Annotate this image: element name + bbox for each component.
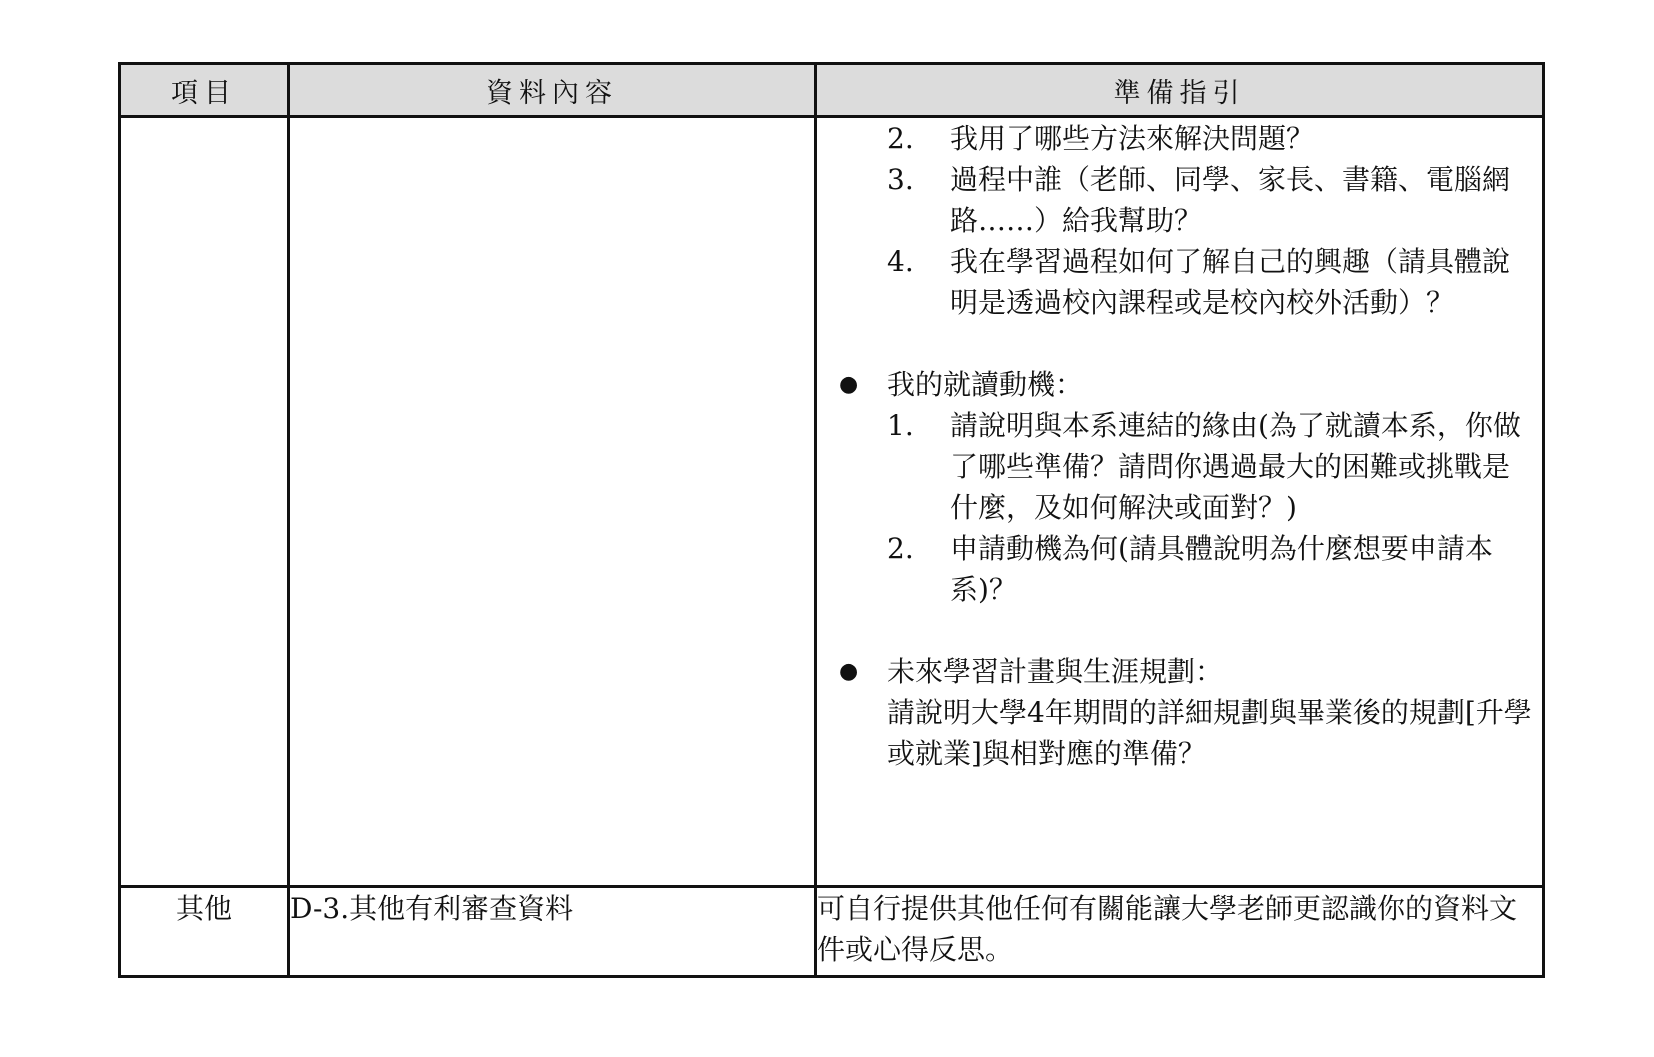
list-number: 2. (887, 122, 914, 155)
list-text: 我在學習過程如何了解自己的興趣（請具體說明是透過校內課程或是校內校外活動）？ (950, 245, 1511, 319)
header-guide: 準備指引 (816, 64, 1544, 117)
list-item (887, 241, 1542, 323)
bullet-title: 我的就讀動機： (887, 368, 1084, 401)
bullet-icon: ● (839, 372, 859, 397)
list-text: 我用了哪些方法來解決問題？ (950, 122, 1315, 155)
bullet-section-future-plan (839, 651, 1542, 774)
row-label-other: 其他 (120, 887, 289, 977)
header-content: 資料內容 (289, 64, 816, 117)
row-guide-other: 可自行提供其他任何有關能讓大學老師更認識你的資料文件或心得反思。 (816, 887, 1544, 977)
list-text: 申請動機為何(請具體說明為什麼想要申請本系)？ (950, 532, 1493, 606)
table-row (120, 117, 1544, 887)
list-item (887, 405, 1542, 528)
bullet-section-motivation (839, 364, 1542, 405)
table-header-row (120, 64, 1544, 117)
guide-cell (816, 117, 1544, 887)
bullet-text: 請說明大學4年期間的詳細規劃與畢業後的規劃[升學或就業]與相對應的準備？ (887, 696, 1532, 770)
list-text: 過程中誰（老師、同學、家長、書籍、電腦網路……）給我幫助？ (950, 163, 1511, 237)
empty-item-cell (120, 117, 289, 887)
list-number: 1. (887, 409, 914, 442)
list-number: 2. (887, 532, 914, 565)
empty-content-cell (289, 117, 816, 887)
list-number: 4. (887, 245, 914, 278)
list-number: 3. (887, 163, 914, 196)
bullet-icon: ● (839, 659, 859, 684)
list-item (887, 118, 1542, 159)
list-item (887, 528, 1542, 610)
row-content-other: D-3.其他有利審查資料 (289, 887, 816, 977)
table-row (120, 887, 1544, 977)
list-item (887, 159, 1542, 241)
guide-table (118, 62, 1545, 978)
header-item: 項目 (120, 64, 289, 117)
list-text: 請說明與本系連結的緣由(為了就讀本系，你做了哪些準備？請問你遇過最大的困難或挑戰是什麼，及如何解決或面對？) (950, 409, 1521, 524)
bullet-title: 未來學習計畫與生涯規劃： (887, 655, 1224, 688)
